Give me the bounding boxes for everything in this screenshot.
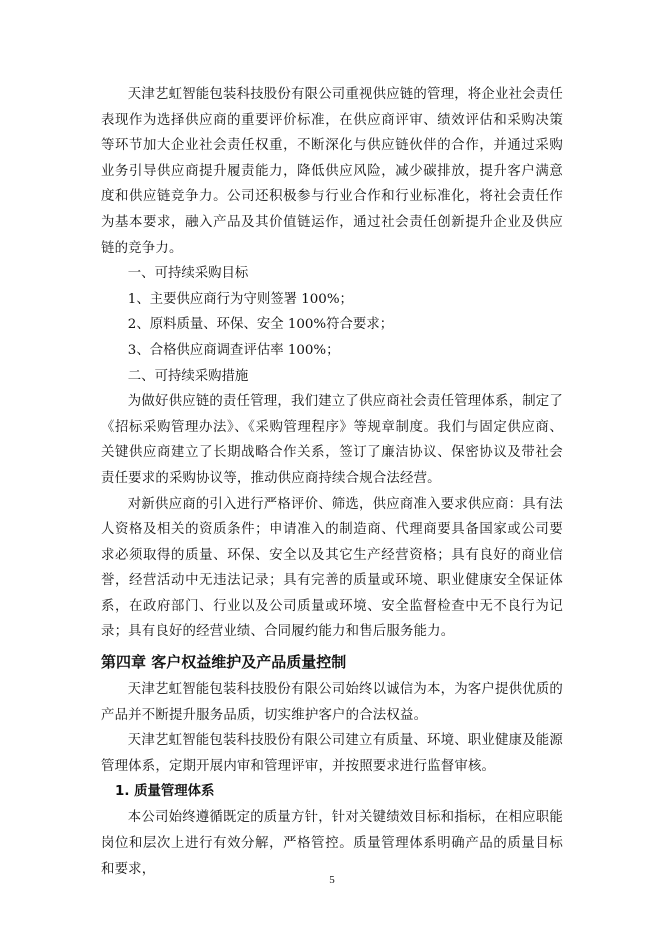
intro-paragraph: 天津艺虹智能包装科技股份有限公司重视供应链的管理，将企业社会责任表现作为选择供应商的重要评价标准，在供应商评审、绩效评估和采购决策等环节加大企业社会责任权重，不断深化与供应链伙伴的合作，并通过采购业务引导供应商提升履责能力，降低供应风险，减少碳排放，提升客户满意度和供应链竞争力。公司还积极参与行业合作和行业标准化，将社会责任作为基本要求，融入产品及其价值链运作，通过社会责任创新提升企业及供应链的竞争力。 xyxy=(101,87,563,256)
chapter-title: 第四章 客户权益维护及产品质量控制 xyxy=(101,653,347,672)
page-content xyxy=(101,82,563,882)
page-number: 5 xyxy=(329,874,335,886)
section-two-paragraph: 对新供应商的引入进行严格评价、筛选，供应商准入要求供应商：具有法人资格及相关的资质条件；申请准入的制造商、代理商要具备国家或公司要求必须取得的质量、环保、安全以及其它生产经营资格；具有良好的商业信誉，经营活动中无违法记录；具有完善的质量或环境、职业健康安全保证体系，在政府部门、行业以及公司质量或环境、安全监督检查中无不良行为记录；具有良好的经营业绩、合同履约能力和售后服务能力。 xyxy=(101,496,563,640)
chapter-paragraph: 天津艺虹智能包装科技股份有限公司建立有质量、环境、职业健康及能源管理体系，定期开展内审和管理评审，并按照要求进行监督审核。 xyxy=(101,733,563,774)
subsection-title: 1. 质量管理体系 xyxy=(115,784,215,800)
section-one-item: 2、原料质量、环保、安全 100%符合要求； xyxy=(127,317,394,333)
subsection-paragraph: 本公司始终遵循既定的质量方针，针对关键绩效目标和指标，在相应职能岗位和层次上进行有效分解，严格管控。质量管理体系明确产品的质量目标和要求， xyxy=(101,810,563,877)
section-two-heading: 二、可持续采购措施 xyxy=(127,368,249,384)
section-one-item: 1、主要供应商行为守则签署 100%； xyxy=(127,291,353,307)
chapter-paragraph: 天津艺虹智能包装科技股份有限公司始终以诚信为本，为客户提供优质的产品并不断提升服务品质，切实维护客户的合法权益。 xyxy=(101,682,563,723)
section-two-paragraph: 为做好供应链的责任管理，我们建立了供应商社会责任管理体系，制定了《招标采购管理办法》、《采购管理程序》等规章制度。我们与固定供应商、关键供应商建立了长期战略合作关系，签订了廉洁协议、保密协议及带社会责任要求的采购协议等，推动供应商持续合规合法经营。 xyxy=(101,394,563,486)
section-one-heading: 一、可持续采购目标 xyxy=(127,266,249,282)
section-one-item: 3、合格供应商调查评估率 100%； xyxy=(127,342,340,358)
